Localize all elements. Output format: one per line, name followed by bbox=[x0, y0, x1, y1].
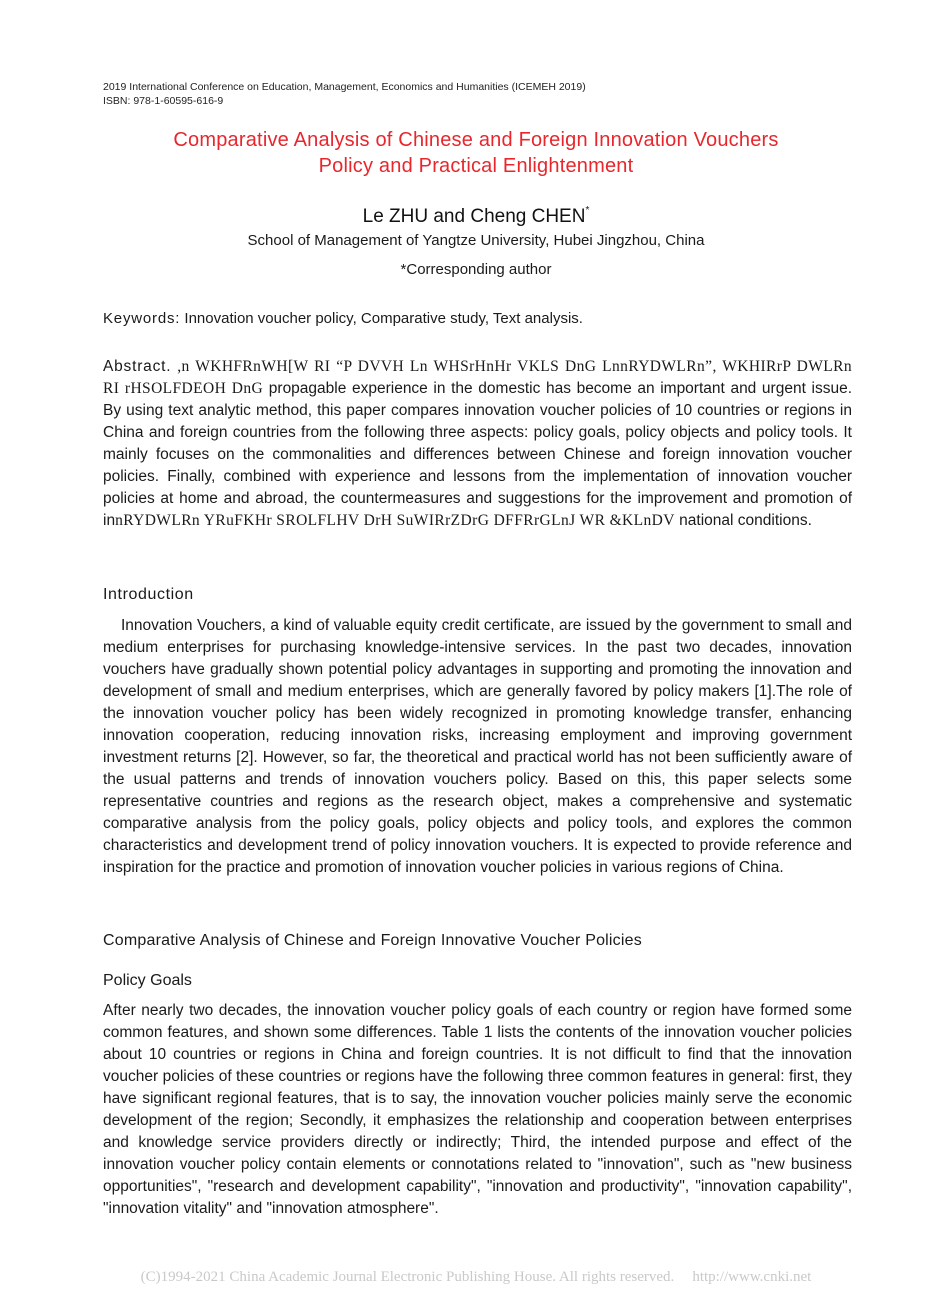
author-names: Le ZHU and Cheng CHEN bbox=[362, 206, 586, 227]
conference-header bbox=[103, 80, 586, 108]
keywords bbox=[103, 309, 583, 329]
abstract-body-1: propagable experience in the domestic has become an important and urgent issue. By using text analytic method, this paper compares innovation voucher policies of 10 countries or regions in China and foreign countries from the following three aspects: policy goals, policy objects and policy tools. It mainly focuses on the commonalities and differences between Chinese and foreign innovation voucher policies. Finally, combined with experience and lessons from the implementation of innovation voucher policies at home and abroad, the countermeasures and suggestions for the improvement and promotion of in bbox=[103, 380, 853, 529]
corresponding-marker: * bbox=[585, 205, 590, 216]
cnki-footer-watermark bbox=[0, 1267, 952, 1287]
isbn: ISBN: 978-1-60595-616-9 bbox=[103, 95, 224, 107]
keywords-label: Keywords: bbox=[103, 310, 181, 327]
comparative-analysis-heading: Comparative Analysis of Chinese and Foreign Innovative Voucher Policies bbox=[103, 932, 642, 949]
copyright-notice: (C)1994-2021 China Academic Journal Electronic Publishing House. All rights reserved. bbox=[140, 1269, 675, 1285]
abstract bbox=[103, 356, 852, 532]
cnki-url: http://www.cnki.net bbox=[692, 1269, 812, 1285]
conference-name: 2019 International Conference on Education, Management, Economics and Humanities (ICEMEH 2019) bbox=[103, 81, 586, 93]
introduction-paragraph: Innovation Vouchers, a kind of valuable equity credit certificate, are issued by the government to small and medium enterprises for purchasing knowledge-intensive services. In the past two decades, innovation vouchers have gradually shown potential policy advantages in supporting and promoting the innovation and development of small and medium enterprises, which are generally favored by policy makers [1].The role of the innovation voucher policy has been widely recognized in promoting knowledge transfer, enhancing innovation cooperation, reducing innovation risks, increasing employment and improving government investment returns [2]. However, so far, the theoretical and practical world has not been sufficiently aware of the usual patterns and trends of innovation vouchers policy. Based on this, this paper selects some representative countries and regions as the research object, makes a comprehensive and systematic comparative analysis from the policy goals, policy objects and policy tools, and explores the common characteristics and development trend of policy innovation vouchers. It is expected to provide reference and inspiration for the practice and promotion of innovation voucher policies in various regions of China. bbox=[103, 617, 852, 876]
keywords-text: Innovation voucher policy, Comparative study, Text analysis. bbox=[184, 310, 583, 327]
abstract-label: Abstract. bbox=[103, 358, 172, 375]
policy-goals-paragraph: After nearly two decades, the innovation voucher policy goals of each country or region have formed some common features, and shown some differences. Table 1 lists the contents of the innovation voucher policies about 10 countries or regions in China and foreign countries. It is not difficult to find that the innovation voucher policies of these countries or regions have the following three common features in general: first, they have significant regional features, that is to say, the innovation voucher policies mainly serve the economic development of the region; Secondly, it emphasizes the relationship and cooperation between enterprises and knowledge service providers directly or indirectly; Third, the intended purpose and effect of the innovation voucher policy contain elements or connotations related to "innovation", such as "new business opportunities", "research and development capability", "innovation and productivity", "innovation capability", "innovation vitality" and "innovation atmosphere". bbox=[103, 1002, 852, 1217]
corresponding-author-note: *Corresponding author bbox=[400, 261, 552, 278]
introduction-heading: Introduction bbox=[103, 586, 194, 603]
abstract-body-2: national conditions. bbox=[679, 512, 812, 529]
affiliation: School of Management of Yangtze University, Hubei Jingzhou, China bbox=[247, 232, 705, 249]
author-list bbox=[0, 199, 952, 229]
abstract-garbled-mid: nRYDWLRn YRuFKHr SROLFLHV DrH SuWIRrZDrG DFFRrGLnJ WR &KLnDV bbox=[115, 512, 675, 529]
title-line-1: Comparative Analysis of Chinese and Foreign Innovation Vouchers bbox=[173, 129, 779, 151]
title-line-2: Policy and Practical Enlightenment bbox=[318, 155, 634, 177]
policy-goals-heading: Policy Goals bbox=[103, 972, 192, 989]
abstract-garbled-start: ,n WKHFRnWH[W RI “P DVVH Ln WHSrHnHr VKLS DnG LnnRYDWLRn”, WKHIRrP DWLRn RI rHSOLFDEOH DnG bbox=[103, 358, 852, 397]
paper-title bbox=[80, 127, 872, 179]
